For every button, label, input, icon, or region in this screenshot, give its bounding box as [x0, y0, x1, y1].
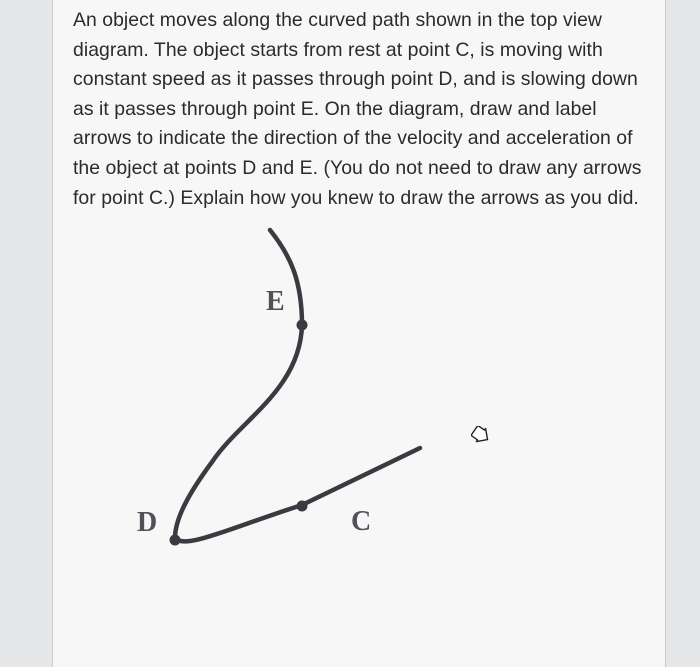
label-c: C	[351, 506, 372, 537]
point-c-dot	[297, 501, 308, 512]
question-line: as it passes through point E. On the diagram, draw and label	[73, 97, 597, 120]
question-line: constant speed as it passes through point D, and is slowing down	[73, 68, 638, 91]
question-line: diagram. The object starts from rest at point C, is moving with	[73, 38, 603, 61]
pointer-hand-icon	[471, 426, 495, 448]
point-d-dot	[170, 535, 181, 546]
label-d: D	[137, 507, 158, 538]
question-line: An object moves along the curved path shown in the top view	[73, 9, 602, 31]
question-line: the object at points D and E. (You do not need to draw any arrows	[73, 156, 642, 179]
curved-path	[175, 230, 420, 541]
point-e-dot	[297, 320, 308, 331]
label-e: E	[266, 286, 285, 317]
question-line: for point C.) Explain how you knew to draw the arrows as you did.	[73, 186, 639, 209]
question-line: arrows to indicate the direction of the velocity and acceleration of	[73, 127, 633, 150]
